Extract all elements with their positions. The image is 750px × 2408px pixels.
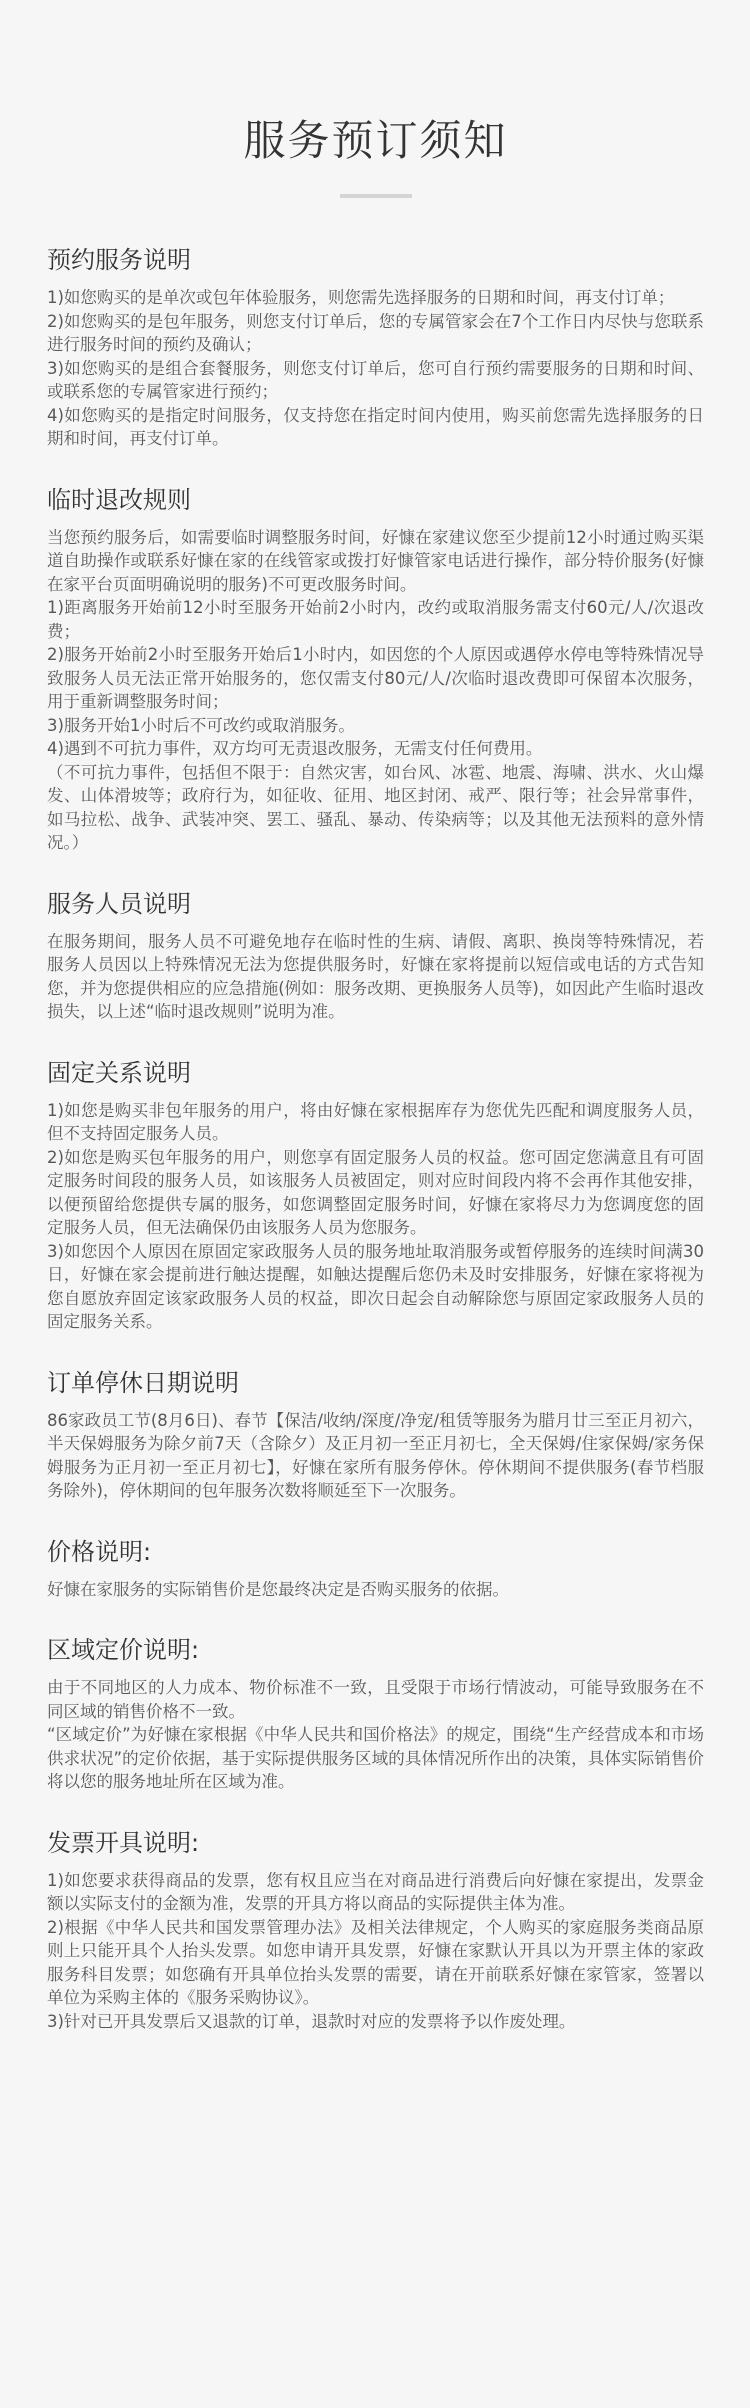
section-heading: 预约服务说明 xyxy=(47,246,191,274)
section-paragraph: 当您预约服务后，如需要临时调整服务时间，好慷在家建议您至少提前12小时通过购买渠道自助操作或联系好慷在家的在线管家或拨打好慷管家电话进行操作，部分特价服务(好慷在家平台页面明确说明的服务)不可更改服务时间。 xyxy=(47,527,704,594)
section-heading: 价格说明: xyxy=(47,1537,152,1566)
section-body xyxy=(47,1578,704,1602)
section-paragraph: 1)如您是购买非包年服务的用户，将由好慷在家根据库存为您优先匹配和调度服务人员，但不支持固定服务人员。 xyxy=(47,1100,704,1143)
section-invoice xyxy=(47,1826,704,2034)
section-paragraph: 2)服务开始前2小时至服务开始后1小时内，如因您的个人原因或遇停水停电等特殊情况导致服务人员无法正常开始服务的，您仅需支付80元/人/次临时退改费即可保留本次服务，用于重新调整服务时间； xyxy=(47,645,704,711)
section-paragraph: 3)如您购买的是组合套餐服务，则您支付订单后，您可自行预约需要服务的日期和时间、或联系您的专属管家进行预约； xyxy=(47,358,704,401)
section-paragraph: 1)如您要求获得商品的发票，您有权且应当在对商品进行消费后向好慷在家提出，发票金额以实际支付的金额为准，发票的开具方将以商品的实际提供主体为准。 xyxy=(47,1870,704,1913)
section-heading: 临时退改规则 xyxy=(47,485,191,514)
section-heading: 固定关系说明 xyxy=(47,1058,191,1087)
section-paragraph: 1)如您购买的是单次或包年体验服务，则您需先选择服务的日期和时间，再支付订单； xyxy=(47,288,675,307)
section-price xyxy=(47,1535,704,1602)
section-paragraph: 好慷在家服务的实际销售价是您最终决定是否购买服务的依据。 xyxy=(47,1579,509,1599)
section-paragraph: 4)遇到不可抗力事件，双方均可无责退改服务，无需支付任何费用。 xyxy=(47,739,543,758)
section-paragraph: 1)距离服务开始前12小时至服务开始前2小时内，改约或取消服务需支付60元/人/次退改费； xyxy=(47,598,704,641)
section-paragraph: 86家政员工节(8月6日)、春节【保洁/收纳/深度/净宠/租赁等服务为腊月廿三至正月初六，半天保姆服务为除夕前7天（含除夕）及正月初一至正月初七，全天保姆/住家保姆/家务保姆服务为正月初一至正月初七】，好慷在家所有服务停休。停休期间不提供服务(春节档服务除外)，停休期间的包年服务次数将顺延至下一次服务。 xyxy=(47,1410,704,1500)
section-body xyxy=(47,1409,704,1503)
section-body xyxy=(47,1869,704,2034)
section-paragraph: （不可抗力事件，包括但不限于：自然灾害，如台风、冰雹、地震、海啸、洪水、火山爆发、山体滑坡等；政府行为，如征收、征用、地区封闭、戒严、限行等；社会异常事件，如马拉松、战争、武装冲突、罢工、骚乱、暴动、传染病等；以及其他无法预料的意外情况。） xyxy=(47,762,704,852)
section-reschedule-rules xyxy=(47,483,704,855)
section-body xyxy=(47,930,704,1024)
section-paragraph: 2)如您是购买包年服务的用户，则您享有固定服务人员的权益。您可固定您满意且有可固定服务时间段的服务人员，如该服务人员被固定，则对应时间段内将不会再作其他安排，以便预留给您提供专属的服务，如您调整固定服务时间，好慷在家将尽力为您调度您的固定服务人员，但无法确保仍由该服务人员为您服务。 xyxy=(47,1147,704,1237)
section-fixed-relation xyxy=(47,1056,704,1334)
section-heading: 服务人员说明 xyxy=(47,889,191,918)
section-heading: 区域定价说明: xyxy=(47,1636,200,1664)
section-paragraph: 3)针对已开具发票后又退款的订单，退款时对应的发票将予以作废处理。 xyxy=(47,2011,576,2031)
section-body xyxy=(47,526,704,855)
section-paragraph: “区域定价”为好慷在家根据《中华人民共和国价格法》的规定，围绕“生产经营成本和市场供求状况”的定价依据，基于实际提供服务区域的具体情况所作出的决策，具体实际销售价将以您的服务地址所在区域为准。 xyxy=(47,1725,704,1791)
section-paragraph: 4)如您购买的是指定时间服务，仅支持您在指定时间内使用，购买前您需先选择服务的日期和时间，再支付订单。 xyxy=(47,405,704,448)
section-body xyxy=(47,1676,704,1794)
section-heading: 订单停休日期说明 xyxy=(47,1368,239,1397)
section-body xyxy=(47,286,704,451)
section-paragraph: 3)服务开始1小时后不可改约或取消服务。 xyxy=(47,715,355,735)
section-regional-pricing xyxy=(47,1633,704,1794)
section-staff xyxy=(47,887,704,1024)
section-paragraph: 2)如您购买的是包年服务，则您支付订单后，您的专属管家会在7个工作日内尽快与您联系进行服务时间的预约及确认； xyxy=(47,311,704,354)
section-paragraph: 在服务期间，服务人员不可避免地存在临时性的生病、请假、离职、换岗等特殊情况，若服务人员因以上特殊情况无法为您提供服务时，好慷在家将提前以短信或电话的方式告知您，并为您提供相应的应急措施(例如：服务改期、更换服务人员等)，如因此产生临时退改损失，以上述“临时退改规则”说明为准。 xyxy=(47,931,704,1021)
page-title: 服务预订须知 xyxy=(243,116,508,165)
section-body xyxy=(47,1099,704,1334)
section-paragraph: 由于不同地区的人力成本、物价标准不一致，且受限于市场行情波动，可能导致服务在不同区域的销售价格不一致。 xyxy=(47,1678,704,1721)
section-paragraph: 2)根据《中华人民共和国发票管理办法》及相关法律规定，个人购买的家庭服务类商品原则上只能开具个人抬头发票。如您申请开具发票，好慷在家默认开具以为开票主体的家政服务科目发票；如您确有开具单位抬头发票的需要，请在开前联系好慷在家管家，签署以单位为采购主体的《服务采购协议》。 xyxy=(47,1917,704,2007)
title-divider xyxy=(340,194,412,198)
section-heading: 发票开具说明: xyxy=(47,1828,200,1857)
section-booking xyxy=(47,243,704,451)
section-paragraph: 3)如您因个人原因在原固定家政服务人员的服务地址取消服务或暂停服务的连续时间满30日，好慷在家会提前进行触达提醒，如触达提醒后您仍未及时安排服务，好慷在家将视为您自愿放弃固定该家政服务人员的权益，即次日起会自动解除您与原固定家政服务人员的固定服务关系。 xyxy=(47,1241,704,1331)
section-holiday xyxy=(47,1366,704,1503)
